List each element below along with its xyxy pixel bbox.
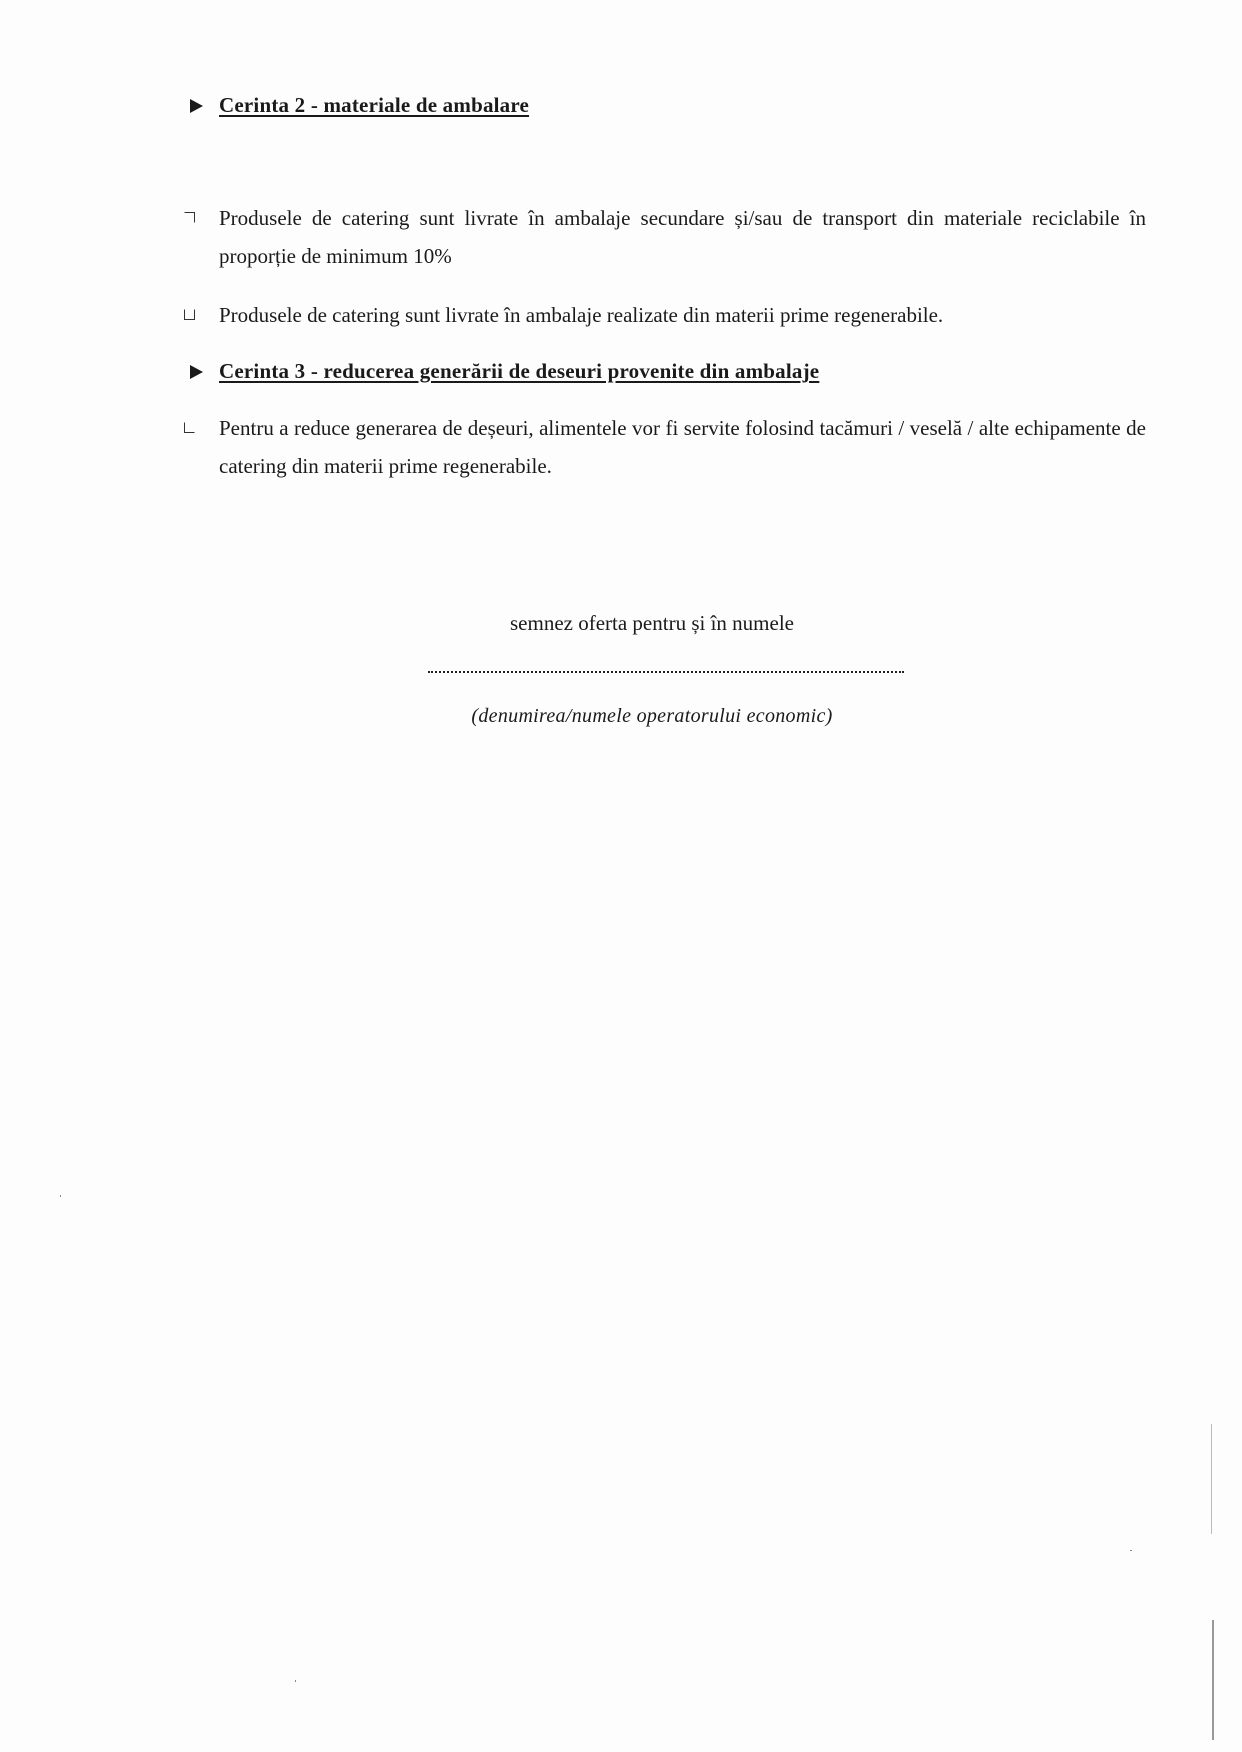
scan-artifact	[1212, 1620, 1214, 1740]
scan-artifact	[295, 1680, 296, 1682]
arrow-bullet-icon	[190, 365, 203, 379]
checkbox-icon	[184, 212, 195, 223]
signature-dotted-line	[428, 671, 904, 673]
scan-artifact	[60, 1195, 61, 1197]
section-heading-cerinta-3	[190, 359, 819, 384]
checkbox-icon	[184, 309, 195, 320]
item-text: Pentru a reduce generarea de deșeuri, alimentele vor fi servite folosind tacămuri / veselă / alte echipamente de catering din materii prime regenerabile.	[219, 416, 1146, 478]
item-text: Produsele de catering sunt livrate în ambalaje secundare și/sau de transport din materiale reciclabile în proporție de minimum 10%	[219, 206, 1146, 268]
scan-artifact	[1211, 1424, 1212, 1534]
checkbox-item-recyclable-packaging	[184, 199, 1146, 275]
section-title: Cerinta 2 - materiale de ambalare	[219, 93, 530, 117]
item-text: Produsele de catering sunt livrate în ambalaje realizate din materii prime regenerabile.	[219, 303, 944, 327]
signature-line-text: semnez oferta pentru și în numele	[510, 611, 794, 635]
scan-artifact	[1130, 1550, 1132, 1551]
checkbox-item-renewable-packaging	[184, 296, 1146, 334]
checkbox-item-reusable-tableware	[184, 409, 1146, 485]
arrow-bullet-icon	[190, 99, 203, 113]
section-title: Cerinta 3 - reducerea generării de deseuri provenite din ambalaje	[219, 359, 820, 383]
checkbox-icon	[184, 422, 195, 433]
signature-caption: (denumirea/numele operatorului economic)	[471, 705, 833, 727]
section-heading-cerinta-2	[190, 93, 529, 118]
